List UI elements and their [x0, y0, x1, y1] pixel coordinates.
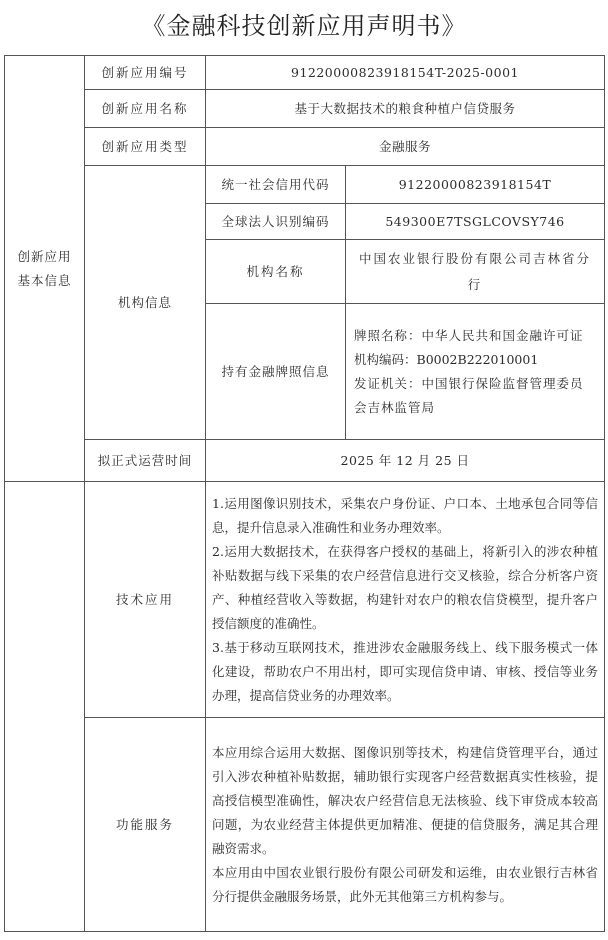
- document-title: 《金融科技创新应用声明书》: [141, 12, 467, 40]
- section-label-cell: [5, 56, 85, 482]
- license-name-label: 牌照名称：: [354, 327, 422, 343]
- func-paragraph-2: 本应用由中国农业银行股份有限公司研发和运维，由农业银行吉林省分行提供金融服务场景，此外无其他第三方机构参与。: [212, 864, 598, 904]
- row-func: [5, 718, 605, 932]
- launch-time-value: 2025 年 12 月 25 日: [206, 440, 605, 482]
- license-code-label: 机构编码：: [354, 351, 417, 367]
- declaration-table: [4, 55, 605, 932]
- launch-time-label: 拟正式运营时间: [85, 440, 206, 482]
- license-label: 持有金融牌照信息: [206, 304, 346, 440]
- tech-label: 技术应用: [85, 482, 206, 718]
- org-info-label: 机构信息: [85, 166, 206, 440]
- tech-content: [206, 482, 605, 718]
- lei-code-label: 全球法人识别编码: [206, 204, 346, 240]
- tech-item-2: 2.运用大数据技术，在获得客户授权的基础上，将新引入的涉农种植补贴数据与线下采集的农户经营信息进行交叉核验，综合分析客户资产、种植经营收入等数据，构建针对农户的粮农信贷模型，提升客户授信额度的准确性。: [212, 543, 598, 631]
- row-credit-code: [5, 166, 605, 204]
- row-app-no: [5, 56, 605, 90]
- credit-code-value: 91220000823918154T: [346, 166, 605, 204]
- app-type-value: 金融服务: [206, 128, 605, 166]
- license-issuer-value: 中国银行保险监督管理委员会吉林监管局: [354, 375, 584, 415]
- section-label-line2: 基本信息: [17, 272, 72, 288]
- row-launch-time: [5, 440, 605, 482]
- license-issuer-label: 发证机关：: [354, 375, 422, 391]
- license-name-value: 中华人民共和国金融许可证: [421, 327, 584, 343]
- app-no-value: 91220000823918154T-2025-0001: [206, 56, 605, 90]
- section-label-spacer: [5, 482, 85, 932]
- tech-item-3: 3.基于移动互联网技术，推进涉农金融服务线上、线下服务模式一体化建设，帮助农户不用出村，即可实现信贷申请、审核、授信等业务办理，提高信贷业务的办理效率。: [212, 639, 598, 703]
- section-label-line1: 创新应用: [17, 248, 72, 264]
- tech-item-1: 1.运用图像识别技术，采集农户身份证、户口本、土地承包合同等信息，提升信息录入准确性和业务办理效率。: [212, 495, 598, 535]
- license-code-line: [354, 348, 596, 372]
- credit-code-label: 统一社会信用代码: [206, 166, 346, 204]
- row-app-type: [5, 128, 605, 166]
- license-details: [346, 304, 605, 440]
- func-label: 功能服务: [85, 718, 206, 932]
- license-code-value: B0002B222010001: [416, 351, 539, 367]
- func-paragraph-1: 本应用综合运用大数据、图像识别等技术，构建信贷管理平台，通过引入涉农种植补贴数据，辅助银行实现客户经营数据真实性核验，提高授信模型准确性，解决农户经营信息无法核验、线下审贷成本较高问题，为农业经营主体提供更加精准、便捷的信贷服务，满足其合理融资需求。: [212, 744, 598, 856]
- app-name-value: 基于大数据技术的粮食种植户信贷服务: [206, 90, 605, 128]
- license-name-line: [354, 324, 596, 348]
- license-issuer-line: [354, 372, 596, 420]
- row-app-name: [5, 90, 605, 128]
- app-name-label: 创新应用名称: [85, 90, 206, 128]
- row-tech: [5, 482, 605, 718]
- app-no-label: 创新应用编号: [85, 56, 206, 90]
- org-name-value: 中国农业银行股份有限公司吉林省分行: [346, 240, 605, 304]
- lei-code-value: 549300E7TSGLCOVSY746: [346, 204, 605, 240]
- func-content: [206, 718, 605, 932]
- app-type-label: 创新应用类型: [85, 128, 206, 166]
- org-name-label: 机构名称: [206, 240, 346, 304]
